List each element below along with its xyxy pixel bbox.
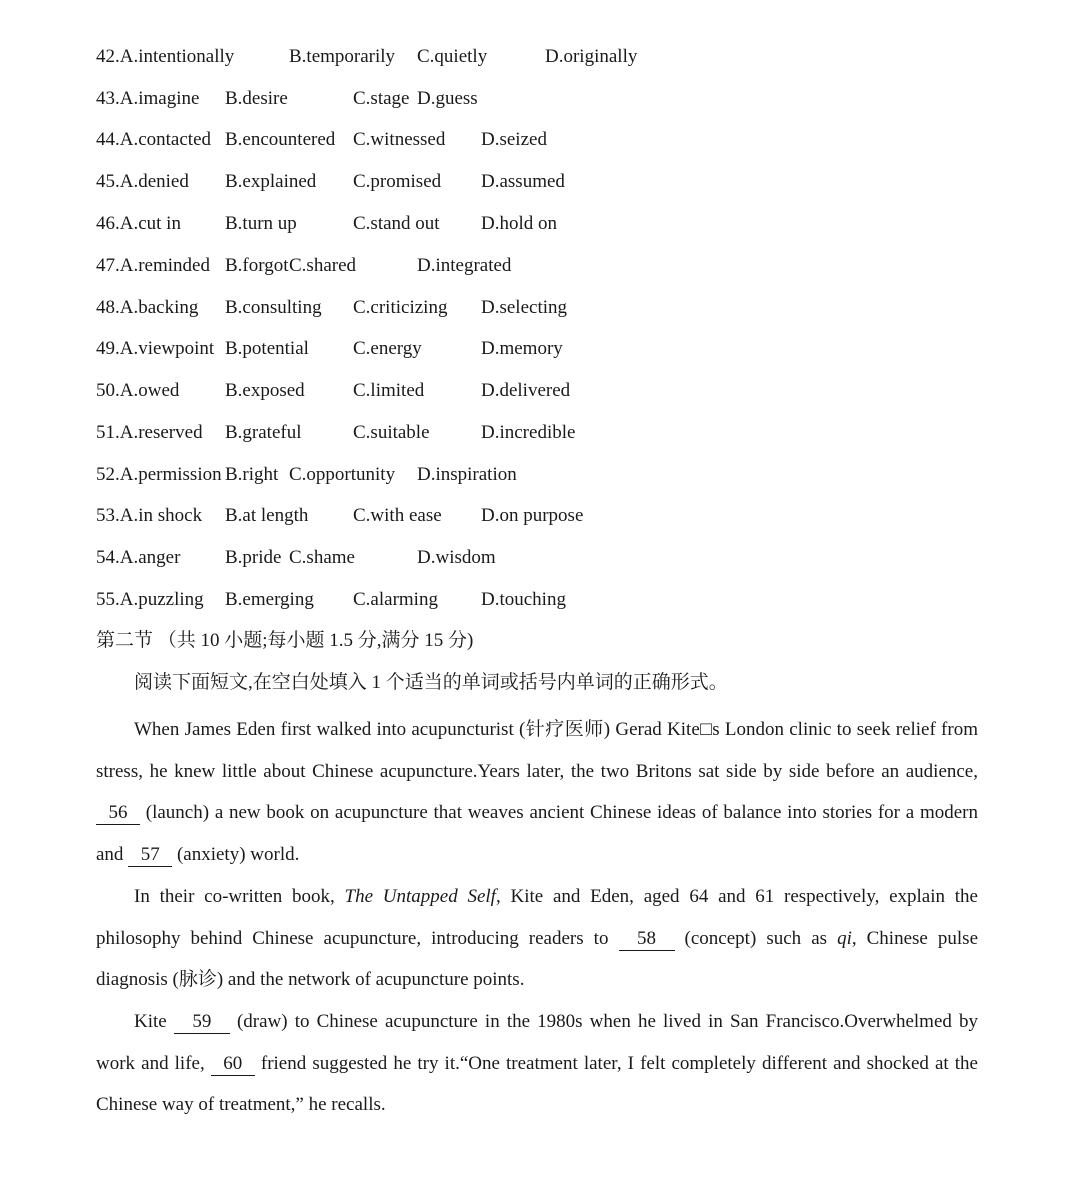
option-b: B.explained bbox=[225, 171, 317, 192]
option-b: B.consulting bbox=[225, 297, 322, 318]
option-d: D.delivered bbox=[481, 380, 571, 401]
section-instruction: 阅读下面短文,在空白处填入 1 个适当的单词或括号内单词的正确形式。 bbox=[134, 672, 728, 693]
option-c: C.limited bbox=[353, 380, 425, 401]
option-b: B.right bbox=[225, 464, 279, 485]
paragraph-2-text-a: In their co-written book, bbox=[134, 885, 345, 907]
option-d: D.wisdom bbox=[417, 547, 496, 568]
paragraph-1-text-b: (launch) a new book on acupuncture that weaves ancient Chinese ideas of balance into stories for a modern and bbox=[96, 802, 978, 866]
paragraph-2-text-c: (concept) such as bbox=[674, 927, 838, 949]
option-c: C.suitable bbox=[353, 422, 430, 443]
option-d: D.incredible bbox=[481, 422, 576, 443]
option-b: B.grateful bbox=[225, 422, 302, 443]
paragraph-1 bbox=[96, 709, 978, 876]
term-qi: qi bbox=[837, 927, 852, 949]
paragraph-1-text-a: When James Eden first walked into acupuncturist (针疗医师) Gerad Kite□s London clinic to seek relief from stress, he knew little about Chinese acupuncture.Years later, the two Britons sat side by side before an audience, bbox=[96, 719, 978, 782]
option-d: D.memory bbox=[481, 338, 563, 359]
option-b: B.pride bbox=[225, 547, 282, 568]
option-a: 52.A.permission bbox=[96, 464, 222, 485]
option-b: B.desire bbox=[225, 88, 288, 109]
option-d: D.originally bbox=[545, 46, 638, 67]
blank-58: 58 bbox=[619, 928, 675, 951]
option-a: 51.A.reserved bbox=[96, 422, 203, 443]
paragraph-3 bbox=[96, 1001, 978, 1126]
paragraph-2-text-b: , Kite and Eden, aged 64 and 61 respectively, explain the philosophy behind Chinese acupuncture, introducing readers to bbox=[96, 885, 978, 949]
option-a: 42.A.intentionally bbox=[96, 46, 235, 67]
option-d: D.inspiration bbox=[417, 464, 517, 485]
option-c: C.opportunity bbox=[289, 464, 396, 485]
blank-57: 57 bbox=[128, 844, 172, 867]
blank-60: 60 bbox=[211, 1053, 255, 1076]
paragraph-2-text-d: , Chinese pulse diagnosis (脉诊) and the network of acupuncture points. bbox=[96, 927, 978, 991]
option-a: 49.A.viewpoint bbox=[96, 338, 215, 359]
option-d: D.hold on bbox=[481, 213, 557, 234]
option-b: B.exposed bbox=[225, 380, 305, 401]
option-a: 47.A.reminded bbox=[96, 255, 210, 276]
option-c: C.shame bbox=[289, 547, 355, 568]
paragraph-1-text-c: (anxiety) world. bbox=[172, 844, 300, 866]
option-b: B.turn up bbox=[225, 213, 297, 234]
option-c: C.shared bbox=[289, 255, 357, 276]
option-b: B.emerging bbox=[225, 589, 314, 610]
book-title: The Untapped Self bbox=[344, 885, 496, 907]
paragraph-3-text-b: (draw) to Chinese acupuncture in the 1980s when he lived in San Francisco.Overwhelmed by work and life, bbox=[96, 1010, 978, 1074]
option-d: D.assumed bbox=[481, 171, 565, 192]
option-a: 45.A.denied bbox=[96, 171, 189, 192]
option-a: 55.A.puzzling bbox=[96, 589, 204, 610]
option-a: 50.A.owed bbox=[96, 380, 180, 401]
option-c: C.with ease bbox=[353, 505, 442, 526]
option-d: D.seized bbox=[481, 129, 547, 150]
option-c: C.energy bbox=[353, 338, 422, 359]
option-c: C.stand out bbox=[353, 213, 440, 234]
blank-56: 56 bbox=[96, 802, 140, 825]
option-b: B.temporarily bbox=[289, 46, 396, 67]
option-a: 54.A.anger bbox=[96, 547, 181, 568]
option-a: 53.A.in shock bbox=[96, 505, 203, 526]
section-heading: 第二节 （共 10 小题;每小题 1.5 分,满分 15 分) bbox=[96, 630, 474, 651]
option-c: C.stage bbox=[353, 88, 410, 109]
option-c: C.criticizing bbox=[353, 297, 448, 318]
option-d: D.selecting bbox=[481, 297, 568, 318]
option-d: D.integrated bbox=[417, 255, 512, 276]
option-b: B.encountered bbox=[225, 129, 336, 150]
option-d: D.touching bbox=[481, 589, 566, 610]
paragraph-3-text-a: Kite bbox=[134, 1010, 174, 1032]
option-a: 48.A.backing bbox=[96, 297, 199, 318]
option-b: B.potential bbox=[225, 338, 309, 359]
paragraph-3-text-c: friend suggested he try it.“One treatment later, I felt completely different and shocked at the Chinese way of treatment,” he recalls. bbox=[96, 1052, 978, 1116]
blank-59: 59 bbox=[174, 1011, 230, 1034]
option-c: C.alarming bbox=[353, 589, 438, 610]
option-a: 43.A.imagine bbox=[96, 88, 200, 109]
paragraph-2 bbox=[96, 876, 978, 1001]
option-c: C.witnessed bbox=[353, 129, 446, 150]
option-b: B.forgot bbox=[225, 255, 289, 276]
option-d: D.guess bbox=[417, 88, 478, 109]
reading-passage bbox=[96, 709, 978, 1126]
option-b: B.at length bbox=[225, 505, 309, 526]
option-a: 44.A.contacted bbox=[96, 129, 212, 150]
option-d: D.on purpose bbox=[481, 505, 584, 526]
option-c: C.promised bbox=[353, 171, 442, 192]
option-c: C.quietly bbox=[417, 46, 488, 67]
option-a: 46.A.cut in bbox=[96, 213, 181, 234]
